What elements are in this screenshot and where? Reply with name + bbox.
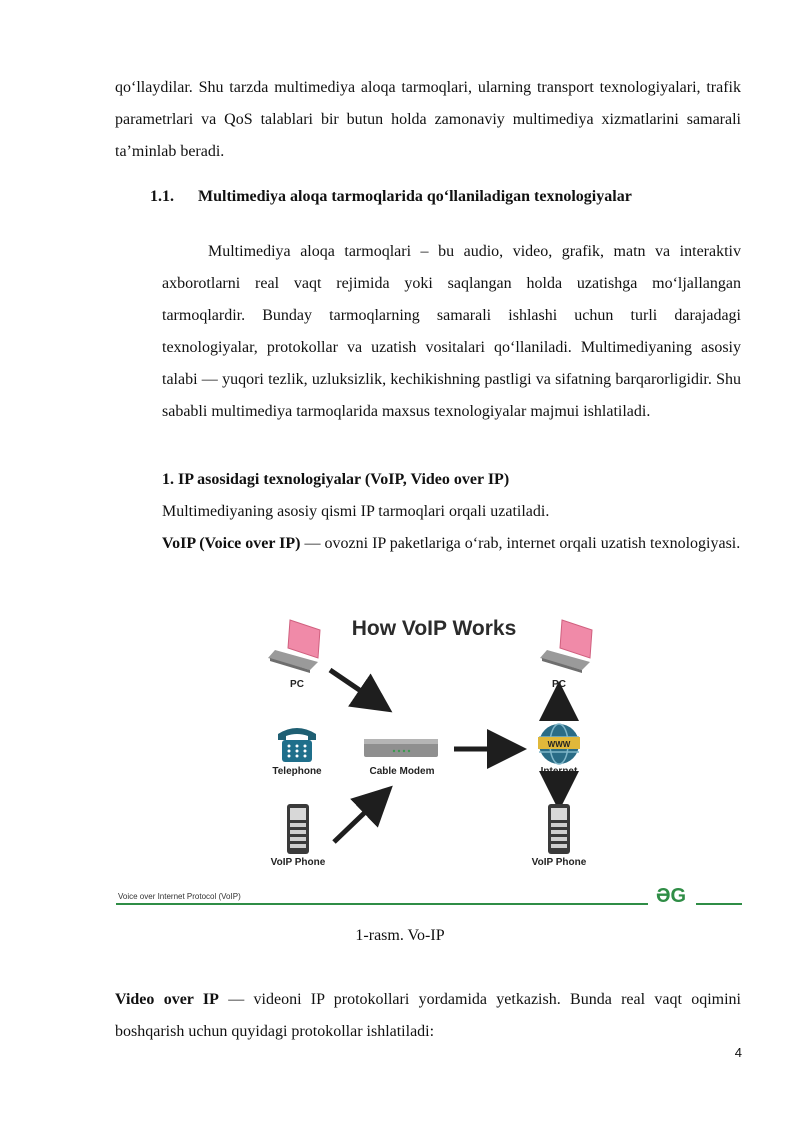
- pc-left-icon: [268, 620, 320, 673]
- voip-diagram: [112, 606, 744, 906]
- arrow-pc-to-modem: [330, 670, 380, 704]
- pc-right-icon: [540, 620, 592, 673]
- telephone-label: Telephone: [272, 766, 322, 777]
- multimedia-paragraph: Multimediya aloqa tarmoqlari – bu audio, video, grafik, matn va interaktiv axborotlarni real vaqt rejimida yoki saqlangan holda uzatishga moʻljallangan tarmoqlardir. Bunday tarmoqlarning samarali ishlashi uchun turli darajadagi texnologiyalar, protokollar va uzatish vositalari qoʻllaniladi. Multimediyaning asosiy talabi — yuqori tezlik, uzluksizlik, kechikishning pastligi va sifatning barqarorligidir. Shu sababli multimediya tarmoqlarida maxsus texnologiyalar majmui ishlatiladi.: [162, 243, 741, 420]
- voip-term: VoIP (Voice over IP): [162, 535, 301, 552]
- voip-phone-right-icon: [548, 804, 570, 854]
- arrow-voip-to-modem: [334, 796, 382, 842]
- brand-logo: ƏG: [656, 885, 687, 906]
- voip-phone-left-label: VoIP Phone: [270, 857, 326, 868]
- internet-globe-icon: [538, 724, 580, 764]
- voip-figure: [112, 606, 744, 906]
- figure-title: How VoIP Works: [351, 617, 517, 640]
- figure-caption: 1-rasm. Vo-IP: [355, 927, 445, 944]
- pc-right-label: PC: [552, 679, 566, 690]
- section-number: 1.1.: [150, 188, 174, 205]
- internet-label: Internet: [540, 766, 578, 777]
- section-title: Multimediya aloqa tarmoqlarida qoʻllaniladigan texnologiyalar: [198, 188, 632, 205]
- telephone-icon: [278, 728, 316, 762]
- ip-technologies-heading: 1. IP asosidagi texnologiyalar (VoIP, Video over IP): [162, 471, 510, 488]
- page-number: 4: [734, 1045, 742, 1060]
- video-description: — videoni IP protokollari yordamida yetkazish. Bunda real vaqt oqimini boshqarish uchun quyidagi protokollar ishlatiladi:: [115, 991, 741, 1040]
- voip-description: — ovozni IP paketlariga oʻrab, internet orqali uzatish texnologiyasi.: [300, 535, 741, 552]
- figure-footer-text: Voice over Internet Protocol (VoIP): [118, 892, 241, 901]
- video-term: Video over IP: [115, 991, 219, 1008]
- cable-modem-label: Cable Modem: [369, 766, 435, 777]
- voip-phone-right-label: VoIP Phone: [531, 857, 587, 868]
- intro-paragraph: qoʻllaydilar. Shu tarzda multimediya aloqa tarmoqlari, ularning transport texnologiyalari, trafik parametrlari va QoS talablari bir butun holda zamonaviy multimediya xizmatlarini samarali taʼminlab beradi.: [115, 79, 741, 160]
- voip-phone-left-icon: [287, 804, 309, 854]
- voip-definition: [162, 528, 741, 560]
- pc-left-label: PC: [290, 679, 304, 690]
- ip-paragraph: Multimediyaning asosiy qismi IP tarmoqlari orqali uzatiladi.: [162, 503, 550, 520]
- www-label: WWW: [547, 740, 571, 749]
- section-heading: [150, 181, 632, 213]
- cable-modem-icon: [364, 739, 438, 757]
- video-over-ip-paragraph: [115, 984, 741, 1048]
